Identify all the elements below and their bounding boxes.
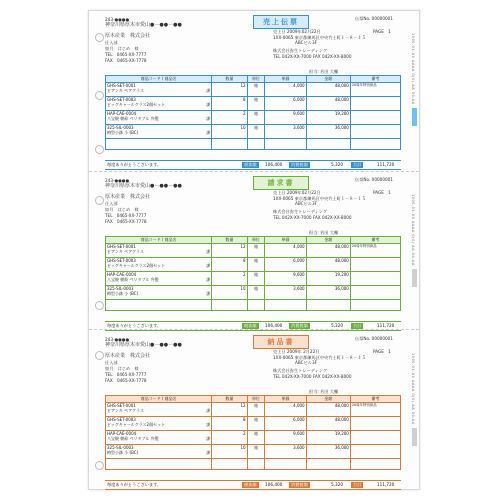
tax-flag: 課 xyxy=(206,436,211,441)
item-cell xyxy=(106,286,212,300)
recipient-dept: 仕入部 xyxy=(105,201,118,206)
greeting-text: 毎度ありがとうございます。 xyxy=(107,482,162,487)
item-price: 4,000 xyxy=(265,244,306,258)
item-unit: 箱 xyxy=(247,244,265,258)
item-price: 6,000 xyxy=(265,417,306,431)
item-qty: 8 xyxy=(212,97,247,111)
item-cell xyxy=(106,83,212,97)
column-header: 単価 xyxy=(265,396,306,403)
table-row xyxy=(106,417,401,431)
item-amount: 19,200 xyxy=(306,431,350,445)
tax-value: 5,320 xyxy=(331,482,343,487)
page-number: PAGE 1 xyxy=(373,29,391,34)
sale-date: 売上日 2009年 2月22日 xyxy=(273,349,320,354)
side-print-code: 1000-01-00 AAAA 0(0) AA 00-AA xyxy=(411,194,415,266)
slip-1 xyxy=(103,13,415,171)
recipient-address: 神奈川県厚木市愛山●－●●－●● xyxy=(105,342,182,348)
recipient-fax: FAX 0465-XX-7778 xyxy=(105,58,147,63)
table-row xyxy=(106,403,401,417)
item-code: GHS-SET-0003 xyxy=(107,417,136,422)
item-code: GHS-SET-0003 xyxy=(107,97,136,102)
item-unit: 箱 xyxy=(247,83,265,97)
item-note xyxy=(350,417,400,431)
item-name: ビアンキ ペアグラス 課 xyxy=(107,249,211,254)
item-cell xyxy=(106,111,212,125)
item-cell xyxy=(106,403,212,417)
item-price: 4,000 xyxy=(265,403,306,417)
greeting-text: 毎度ありがとうございます。 xyxy=(107,323,162,328)
item-note xyxy=(350,258,400,272)
issuer-tel: TEL 042X-XX-7000 FAX 042X-XX-8000 xyxy=(273,374,352,379)
slip-3 xyxy=(103,333,415,491)
recipient-fax: FAX 0465-XX-7778 xyxy=(105,378,147,383)
table-row xyxy=(106,244,401,258)
slip-title: 納品書 xyxy=(253,335,309,349)
tax-label: 消費税額 xyxy=(291,323,308,328)
item-code: 325-SIL-0003 xyxy=(107,125,134,130)
slip-number: 伝票No. 00000001 xyxy=(355,16,393,21)
recipient-fax: FAX 0465-XX-7778 xyxy=(105,219,147,224)
item-price: 9,600 xyxy=(265,111,306,125)
tax-excl-label: 税抜額 xyxy=(244,323,257,328)
tax-flag: 課 xyxy=(206,291,211,296)
item-note xyxy=(350,286,400,300)
tax-label: 消費税額 xyxy=(291,482,308,487)
tax-flag: 課 xyxy=(206,263,211,268)
item-price: 6,000 xyxy=(265,258,306,272)
total-value: 111,720 xyxy=(377,162,395,167)
item-unit: 箱 xyxy=(247,111,265,125)
item-code: 325-SIL-0003 xyxy=(107,445,134,450)
item-cell xyxy=(106,258,212,272)
recipient-person: 如月 はじめ 様 xyxy=(105,46,139,51)
tax-flag: 課 xyxy=(206,130,211,135)
recipient-person: 如月 はじめ 様 xyxy=(105,207,139,212)
recipient-company: 厚木産業 株式会社 xyxy=(105,353,151,359)
item-unit: 箱 xyxy=(247,286,265,300)
color-tab xyxy=(412,269,417,287)
issuer-building: ABCビル3F xyxy=(295,201,318,206)
item-name: 八宝焼 朝絵 ペリタブル 弁製 課 xyxy=(107,116,211,121)
item-amount: 48,000 xyxy=(306,403,350,417)
recipient-company: 厚木産業 株式会社 xyxy=(105,33,151,39)
item-code: GHS-SET-0001 xyxy=(107,403,136,408)
item-qty: 8 xyxy=(212,258,247,272)
item-amount: 48,000 xyxy=(306,97,350,111)
slip-2 xyxy=(103,174,415,332)
recipient-dept: 仕入部 xyxy=(105,40,118,45)
tax-flag: 課 xyxy=(206,277,211,282)
item-qty: 8 xyxy=(212,417,247,431)
table-row xyxy=(106,286,401,300)
item-name: 梅型小鉢 小 (BC) 課 xyxy=(107,450,211,455)
item-name: 八宝焼 朝絵 ペリタブル 弁製 課 xyxy=(107,436,211,441)
column-header: 単位 xyxy=(247,76,265,83)
tax-excl-value: 106,400 xyxy=(265,482,283,487)
items-table xyxy=(105,75,401,150)
tax-value: 5,320 xyxy=(331,323,343,328)
item-qty: 10 xyxy=(212,445,247,459)
item-qty: 10 xyxy=(212,125,247,139)
item-unit: 箱 xyxy=(247,272,265,286)
column-header: 単価 xyxy=(265,237,306,244)
tax-flag: 課 xyxy=(206,116,211,121)
item-qty: 12 xyxy=(212,403,247,417)
item-unit: 箱 xyxy=(247,445,265,459)
item-unit: 箱 xyxy=(247,403,265,417)
issuer-name: 株式会社弥生トレーディング xyxy=(273,48,328,53)
column-header: 備考 xyxy=(350,76,400,83)
perforation-line xyxy=(89,171,419,172)
item-code: HAP-CAE-0004 xyxy=(107,111,137,116)
tax-flag: 課 xyxy=(206,102,211,107)
item-qty: 10 xyxy=(212,286,247,300)
table-row xyxy=(106,258,401,272)
item-note xyxy=(350,445,400,459)
item-cell xyxy=(106,431,212,445)
greeting-text: 毎度ありがとうございます。 xyxy=(107,162,162,167)
item-code: GHS-SET-0001 xyxy=(107,244,136,249)
column-header: 単価 xyxy=(265,76,306,83)
empty-row xyxy=(106,305,401,311)
item-code: GHS-SET-0003 xyxy=(107,258,136,263)
page-number: PAGE 1 xyxy=(373,190,391,195)
items-table xyxy=(105,236,401,311)
empty-row xyxy=(106,144,401,150)
column-header: 商品コード / 商品名 xyxy=(106,76,212,83)
item-amount: 48,000 xyxy=(306,83,350,97)
item-unit: 箱 xyxy=(247,125,265,139)
column-header: 金額 xyxy=(306,76,350,83)
tax-excl-label: 税抜額 xyxy=(244,162,257,167)
column-header: 金額 xyxy=(306,396,350,403)
side-print-code: 1000-01-00 AAAA 0(0) AA 00-AA xyxy=(411,353,415,425)
column-header: 単位 xyxy=(247,396,265,403)
item-price: 6,000 xyxy=(265,97,306,111)
tax-excl-label: 税抜額 xyxy=(244,482,257,487)
item-price: 3,600 xyxy=(265,286,306,300)
column-header: 備考 xyxy=(350,237,400,244)
postal-code: 243-●●●● xyxy=(105,17,130,22)
column-header: 商品コード / 商品名 xyxy=(106,396,212,403)
total-value: 111,720 xyxy=(377,482,395,487)
item-amount: 19,200 xyxy=(306,272,350,286)
item-qty: 2 xyxy=(212,431,247,445)
recipient-tel: TEL 0465-XX-7777 xyxy=(105,372,147,377)
issuer-tel: TEL 042X-XX-7000 FAX 042X-XX-8000 xyxy=(273,54,352,59)
table-row xyxy=(106,111,401,125)
item-price: 9,600 xyxy=(265,272,306,286)
tax-flag: 課 xyxy=(206,88,211,93)
tax-flag: 課 xyxy=(206,408,211,413)
item-note xyxy=(350,97,400,111)
item-cell xyxy=(106,244,212,258)
page-number: PAGE 1 xyxy=(373,349,391,354)
postal-code: 243-●●●● xyxy=(105,178,130,183)
person-in-charge: 担当: 若田 大輔 xyxy=(309,389,339,394)
item-qty: 12 xyxy=(212,83,247,97)
item-amount: 48,000 xyxy=(306,417,350,431)
item-name: ビッグキャールグラス2個セット 課 xyxy=(107,422,211,427)
item-note xyxy=(350,272,400,286)
item-note xyxy=(350,111,400,125)
tax-excl-value: 106,400 xyxy=(265,162,283,167)
total-label: 合計 xyxy=(353,323,362,328)
slip-title: 売上伝票 xyxy=(253,15,309,29)
table-header xyxy=(106,396,401,403)
total-value: 111,720 xyxy=(377,323,395,328)
item-price: 3,600 xyxy=(265,125,306,139)
issuer-address: 1XX-0065 東京都練馬区中央竹土町１－８－１５ xyxy=(273,35,366,40)
item-price: 4,000 xyxy=(265,83,306,97)
item-amount: 19,200 xyxy=(306,111,350,125)
slip-title: 請求書 xyxy=(253,176,309,190)
item-amount: 36,000 xyxy=(306,286,350,300)
table-row xyxy=(106,431,401,445)
item-name: ビッグキャールグラス2個セット 課 xyxy=(107,102,211,107)
tax-flag: 課 xyxy=(206,450,211,455)
recipient-person: 如月 はじめ 様 xyxy=(105,366,139,371)
item-qty: 2 xyxy=(212,111,247,125)
empty-row xyxy=(106,464,401,470)
table-header xyxy=(106,237,401,244)
table-header xyxy=(106,76,401,83)
item-cell xyxy=(106,97,212,111)
item-code: GHS-SET-0001 xyxy=(107,83,136,88)
sale-date: 売上日 2009年02月22日 xyxy=(273,29,321,34)
totals-row xyxy=(105,160,401,170)
item-code: HAP-CAE-0004 xyxy=(107,272,137,277)
totals-row xyxy=(105,321,401,331)
item-note: 20周年特別商品 xyxy=(350,83,400,97)
color-tab xyxy=(412,428,417,446)
column-header: 数量 xyxy=(212,76,247,83)
item-amount: 36,000 xyxy=(306,445,350,459)
table-row xyxy=(106,125,401,139)
total-label: 合計 xyxy=(353,162,362,167)
table-row xyxy=(106,97,401,111)
tax-flag: 課 xyxy=(206,249,211,254)
person-in-charge: 担当: 若田 大輔 xyxy=(309,230,339,235)
tax-value: 5,320 xyxy=(331,162,343,167)
issuer-tel: TEL 042X-XX-7000 FAX 042X-XX-8000 xyxy=(273,215,352,220)
item-note: 20周年特別商品 xyxy=(350,244,400,258)
item-cell xyxy=(106,272,212,286)
tax-flag: 課 xyxy=(206,422,211,427)
postal-code: 243-●●●● xyxy=(105,337,130,342)
item-price: 3,600 xyxy=(265,445,306,459)
item-unit: 箱 xyxy=(247,431,265,445)
item-amount: 48,000 xyxy=(306,258,350,272)
item-name: 梅型小鉢 小 (BC) 課 xyxy=(107,291,211,296)
item-unit: 箱 xyxy=(247,417,265,431)
item-cell xyxy=(106,445,212,459)
tax-label: 消費税額 xyxy=(291,162,308,167)
issuer-address: 1XX-0065 東京都練馬区中央竹土町１－８－１５ xyxy=(273,196,366,201)
sale-date: 売上日 2009年02月22日 xyxy=(273,190,321,195)
side-print-code: 1000-01-00 AAAA 0(0) AA 00-AA xyxy=(411,33,415,105)
item-unit: 箱 xyxy=(247,258,265,272)
form-sheet xyxy=(88,10,420,490)
column-header: 数量 xyxy=(212,237,247,244)
totals-row xyxy=(105,480,401,490)
item-note xyxy=(350,431,400,445)
slip-number: 伝票No. 00000001 xyxy=(355,336,393,341)
item-name: ビッグキャールグラス2個セット 課 xyxy=(107,263,211,268)
column-header: 商品コード / 商品名 xyxy=(106,237,212,244)
items-table xyxy=(105,395,401,470)
item-unit: 箱 xyxy=(247,97,265,111)
issuer-name: 株式会社弥生トレーディング xyxy=(273,209,328,214)
item-name: 梅型小鉢 小 (BC) 課 xyxy=(107,130,211,135)
item-code: HAP-CAE-0004 xyxy=(107,431,137,436)
recipient-address: 神奈川県厚木市愛山●－●●－●● xyxy=(105,22,182,28)
column-header: 単位 xyxy=(247,237,265,244)
column-header: 金額 xyxy=(306,237,350,244)
slip-number: 伝票No. 00000001 xyxy=(355,177,393,182)
item-code: 325-SIL-0003 xyxy=(107,286,134,291)
tax-excl-value: 106,400 xyxy=(265,323,283,328)
table-row xyxy=(106,83,401,97)
issuer-name: 株式会社弥生トレーディング xyxy=(273,368,328,373)
item-price: 9,600 xyxy=(265,431,306,445)
item-cell xyxy=(106,125,212,139)
item-cell xyxy=(106,417,212,431)
column-header: 数量 xyxy=(212,396,247,403)
item-name: ビアンキ ペアグラス 課 xyxy=(107,88,211,93)
item-qty: 12 xyxy=(212,244,247,258)
table-row xyxy=(106,272,401,286)
item-qty: 2 xyxy=(212,272,247,286)
total-label: 合計 xyxy=(353,482,362,487)
issuer-building: ABCビル3F xyxy=(295,40,318,45)
recipient-company: 厚木産業 株式会社 xyxy=(105,194,151,200)
recipient-dept: 仕入部 xyxy=(105,360,118,365)
item-name: 八宝焼 朝絵 ペリタブル 弁製 課 xyxy=(107,277,211,282)
table-row xyxy=(106,445,401,459)
item-amount: 36,000 xyxy=(306,125,350,139)
item-name: ビアンキ ペアグラス 課 xyxy=(107,408,211,413)
column-header: 備考 xyxy=(350,396,400,403)
person-in-charge: 担当: 若田 大輔 xyxy=(309,69,339,74)
recipient-address: 神奈川県厚木市愛山●－●●－●● xyxy=(105,183,182,189)
recipient-tel: TEL 0465-XX-7777 xyxy=(105,52,147,57)
color-tab xyxy=(412,108,417,126)
recipient-tel: TEL 0465-XX-7777 xyxy=(105,213,147,218)
issuer-address: 1XX-0065 東京都練馬区中央竹土町１－８－１５ xyxy=(273,355,366,360)
item-amount: 48,000 xyxy=(306,244,350,258)
item-note: 20周年特別商品 xyxy=(350,403,400,417)
item-note xyxy=(350,125,400,139)
issuer-building: ABCビル3F xyxy=(295,360,318,365)
